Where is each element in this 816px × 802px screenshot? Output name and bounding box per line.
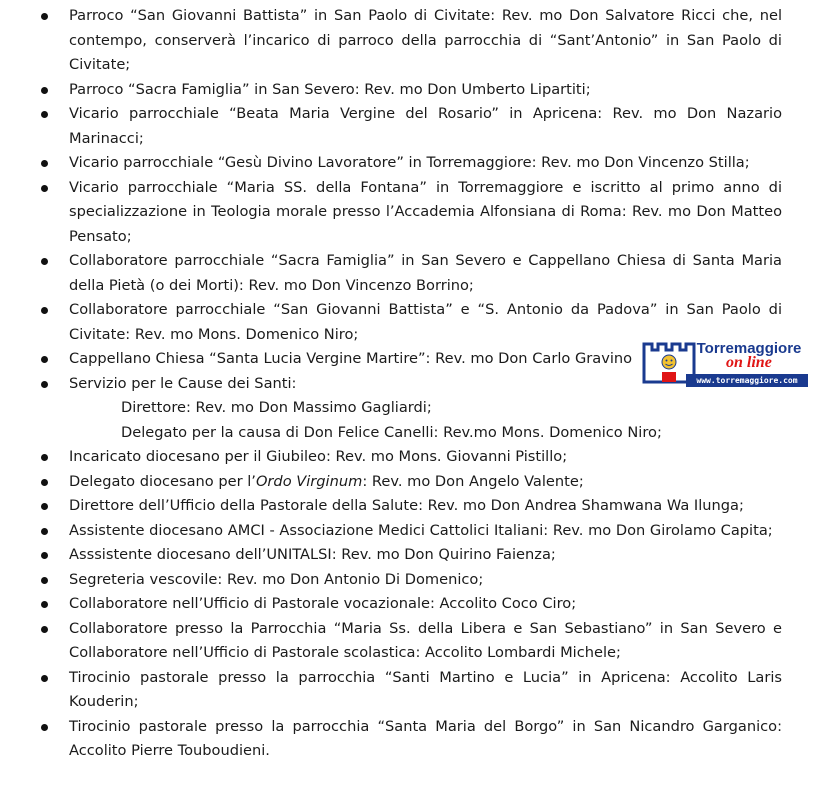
- item-text: Asssistente diocesano dell’UNITALSI: Rev. mo Don Quirino Faienza;: [69, 546, 556, 563]
- logo-url[interactable]: www.torremaggiore.com: [686, 374, 808, 387]
- item-text: Segreteria vescovile: Rev. mo Don Antonio Di Domenico;: [69, 570, 484, 588]
- list-item: [69, 176, 782, 250]
- list-item: [69, 102, 782, 151]
- list-item: [69, 494, 782, 519]
- item-text: Collaboratore parrocchiale “Sacra Famiglia” in San Severo e Cappellano Chiesa di Santa Maria della Pietà (o dei Morti): Rev. mo Don Vincenzo Borrino;: [69, 252, 782, 294]
- item-text: Vicario parrocchiale “Gesù Divino Lavoratore” in Torremaggiore: Rev. mo Don Vincenzo Stilla;: [69, 154, 750, 171]
- item-text: Collaboratore parrocchiale “San Giovanni Battista” e “S. Antonio da Padova” in San Paolo di Civitate: Rev. mo Mons. Domenico Niro;: [69, 301, 782, 343]
- list-item: [69, 249, 782, 298]
- sub-item: [69, 421, 782, 446]
- logo-title: Torremaggiore: [696, 340, 802, 357]
- logo-tagline: on line: [726, 354, 772, 371]
- list-item: [69, 470, 782, 495]
- list-item: [69, 568, 782, 593]
- item-text: Incaricato diocesano per il Giubileo: Rev. mo Mons. Giovanni Pistillo;: [69, 448, 568, 465]
- list-item: [69, 666, 782, 715]
- item-text-pre: Delegato diocesano per l’: [69, 472, 256, 490]
- item-text: Tirocinio pastorale presso la parrocchia “Santa Maria del Borgo” in San Nicandro Garganico: Accolito Pierre Touboudieni.: [69, 717, 782, 759]
- item-text-post: : Rev. mo Don Angelo Valente;: [362, 472, 584, 490]
- list-item: [69, 519, 782, 544]
- list-item: [69, 4, 782, 78]
- list-item: [69, 445, 782, 470]
- list-item: [69, 592, 782, 617]
- item-text: Servizio per le Cause dei Santi:: [69, 374, 297, 392]
- sub-item-text: Delegato per la causa di Don Felice Canelli: Rev.mo Mons. Domenico Niro;: [121, 423, 662, 441]
- list-item: [69, 617, 782, 666]
- item-text: Parroco “San Giovanni Battista” in San Paolo di Civitate: Rev. mo Don Salvatore Ricci che, nel contempo, conserverà l’incarico di parroco della parrocchia di “Sant’Antonio” in San Paolo di Civitate;: [69, 7, 782, 73]
- torremaggiore-watermark-logo[interactable]: [640, 338, 808, 392]
- item-text: Parroco “Sacra Famiglia” in San Severo: Rev. mo Don Umberto Lipartiti;: [69, 80, 591, 98]
- sub-item: [69, 396, 782, 421]
- item-text: Cappellano Chiesa “Santa Lucia Vergine Martire”: Rev. mo Don Carlo Gravino: [69, 350, 633, 367]
- item-text: Direttore dell’Ufficio della Pastorale della Salute: Rev. mo Don Andrea Shamwana Wa Ilunga;: [69, 497, 744, 514]
- item-text: Assistente diocesano AMCI - Associazione Medici Cattolici Italiani: Rev. mo Don Girolamo Capita;: [69, 521, 773, 539]
- list-item: [69, 715, 782, 764]
- item-text: Collaboratore nell’Ufficio di Pastorale vocazionale: Accolito Coco Ciro;: [69, 595, 577, 612]
- item-text-italic: Ordo Virginum: [255, 472, 363, 490]
- list-item: [69, 78, 782, 103]
- item-text: Collaboratore presso la Parrocchia “Maria Ss. della Libera e San Sebastiano” in San Severo e Collaboratore nell’Ufficio di Pastorale scolastica: Accolito Lombardi Michele;: [69, 619, 782, 661]
- item-text: Vicario parrocchiale “Beata Maria Vergine del Rosario” in Apricena: Rev. mo Don Nazario Marinacci;: [69, 105, 782, 147]
- sub-item-text: Direttore: Rev. mo Don Massimo Gagliardi;: [121, 399, 432, 416]
- item-text: Vicario parrocchiale “Maria SS. della Fontana” in Torremaggiore e iscritto al primo anno di specializzazione in Teologia morale presso l’Accademia Alfonsiana di Roma: Rev. mo Don Matteo Pensato;: [69, 178, 782, 245]
- list-item: [69, 543, 782, 568]
- item-text: Tirocinio pastorale presso la parrocchia “Santi Martino e Lucia” in Apricena: Accolito Laris Kouderin;: [69, 668, 782, 710]
- list-item: [69, 151, 782, 176]
